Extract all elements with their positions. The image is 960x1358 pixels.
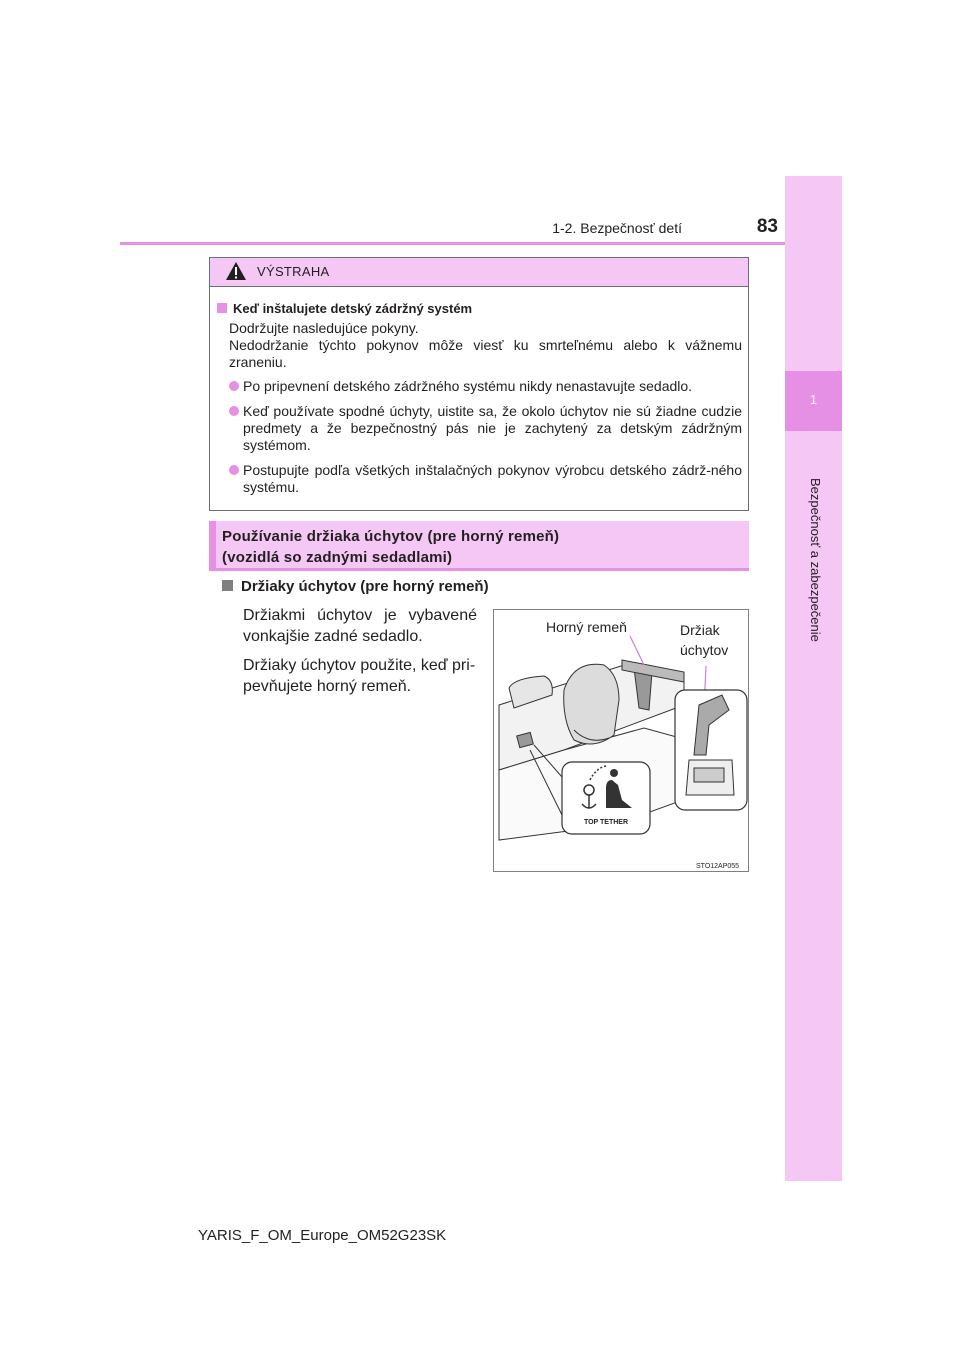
body-paragraph-1: Držiakmi úchytov je vybavené vonkajšie zadné sedadlo.	[243, 607, 477, 645]
header-rule	[120, 242, 785, 245]
square-bullet-icon	[222, 580, 233, 591]
figure-code: STO12AP055	[696, 863, 740, 870]
body-paragraph-2: Držiaky úchytov použite, keď pri-pevňujete horný remeň.	[243, 657, 476, 695]
section-title-line-2: (vozidlá so zadnými sedadlami)	[222, 549, 453, 566]
bullet-dot-icon	[229, 465, 239, 475]
sub-heading: Držiaky úchytov (pre horný remeň)	[222, 578, 489, 595]
section-heading-rule	[209, 568, 749, 571]
warning-bullet: Po pripevnení detského zádržného systému nikdy nenastavujte sedadlo.	[229, 378, 742, 395]
bullet-dot-icon	[229, 406, 239, 416]
chapter-side-tab	[785, 176, 842, 1181]
label-top-tether: Horný remeň	[546, 619, 627, 635]
warning-title: VÝSTRAHA	[257, 264, 330, 279]
warning-subheading: Keď inštalujete detský zádržný systém	[217, 301, 472, 316]
warning-triangle-icon	[225, 261, 247, 281]
section-title-line-1: Používanie držiaka úchytov (pre horný remeň)	[222, 528, 560, 545]
warning-intro-1: Dodržujte nasledujúce pokyny.	[229, 320, 419, 336]
page-number: 83	[756, 216, 778, 237]
bullet-dot-icon	[229, 381, 239, 391]
label-tether-holder: Držiak úchytov	[680, 622, 729, 658]
warning-intro-2: Nedodržanie týchto pokynov môže viesť ku smrteľnému alebo k vážnemu zraneniu.	[229, 337, 742, 370]
chapter-number: 1	[809, 392, 818, 407]
top-tether-sign-text: TOP TETHER	[583, 819, 629, 826]
square-bullet-icon	[217, 303, 227, 313]
warning-bullet: Postupujte podľa všetkých inštalačných pokynov výrobcu detského zádrž-ného systému.	[229, 462, 742, 496]
section-header: 1-2. Bezpečnosť detí	[552, 220, 682, 236]
warning-bullet: Keď používate spodné úchyty, uistite sa, že okolo úchytov nie sú žiadne cudzie predmety a že bezpečnostný pás nie je zachytený za detským zádržným systémom.	[229, 403, 742, 454]
document-id: YARIS_F_OM_Europe_OM52G23SK	[198, 1227, 447, 1244]
section-heading-bar	[209, 521, 216, 569]
chapter-title: Bezpečnosť a zabezpečenie	[808, 478, 823, 642]
